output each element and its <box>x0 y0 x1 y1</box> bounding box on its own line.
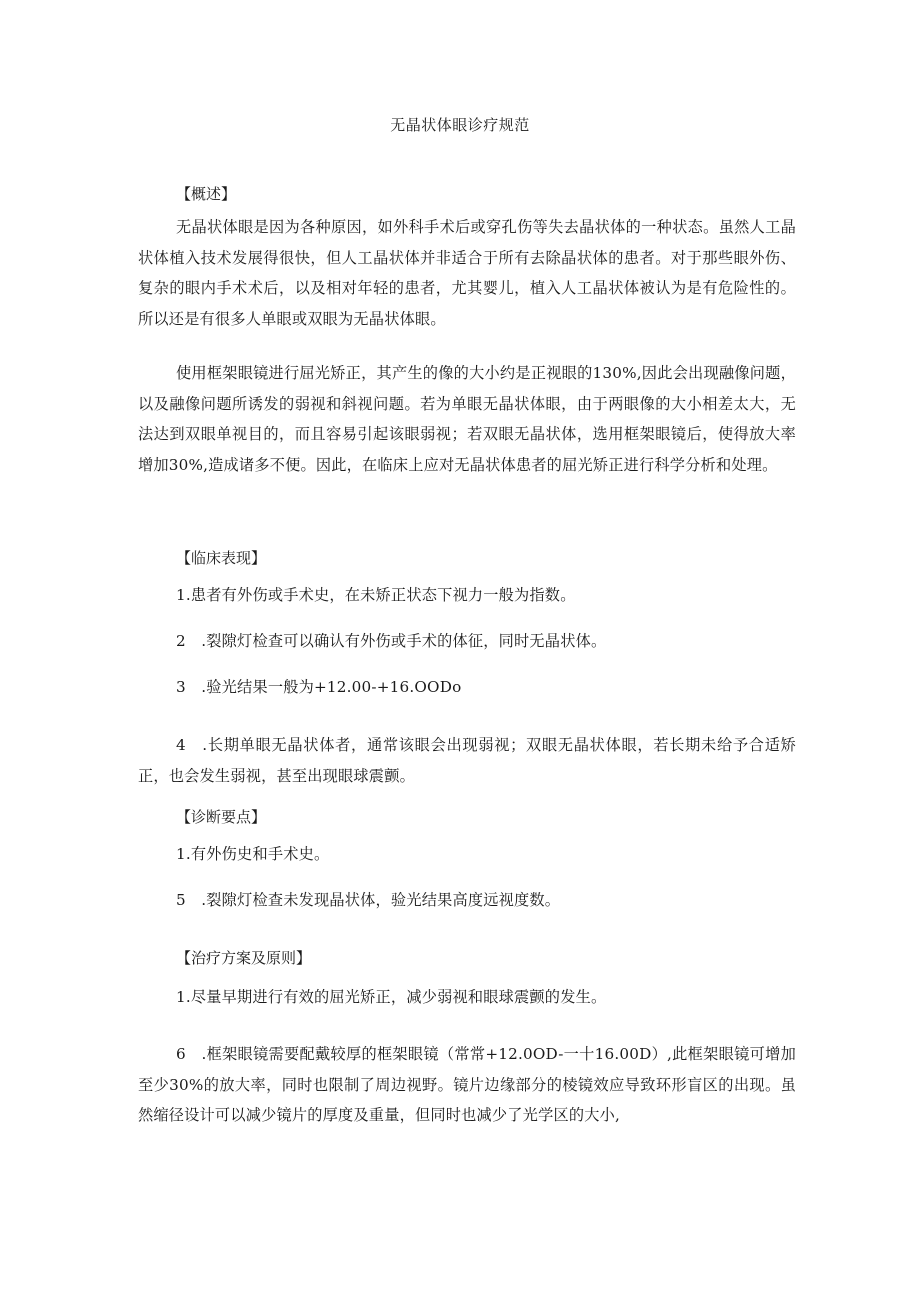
diagnosis-item-1: 1.有外伤史和手术史。 <box>176 845 330 863</box>
clinical-item-4: 4 .长期单眼无晶状体者，通常该眼会出现弱视；双眼无晶状体眼，若长期未给予合适矫正，也会发生弱视，甚至出现眼球震颤。 <box>138 736 796 785</box>
page-title: 无晶状体眼诊疗规范 <box>390 116 530 134</box>
clinical-item-3: 3 .验光结果一般为+12.00-+16.OODo <box>176 678 462 696</box>
overview-paragraph-2: 使用框架眼镜进行屈光矫正，其产生的像的大小约是正视眼的130%,因此会出现融像问题，以及融像问题所诱发的弱视和斜视问题。若为单眼无晶状体眼，由于两眼像的大小相差太大，无法达到双眼单视目的，而且容易引起该眼弱视；若双眼无晶状体，选用框架眼镜后，使得放大率增加30%,造成诸多不便。因此，在临床上应对无晶状体患者的屈光矫正进行科学分析和处理。 <box>138 364 796 474</box>
heading-diagnosis: 【诊断要点】 <box>176 808 267 826</box>
treatment-item-2: 6 .框架眼镜需要配戴较厚的框架眼镜（常常+12.0OD-一十16.00D）,此框架眼镜可增加至少30%的放大率，同时也限制了周边视野。镜片边缘部分的棱镜效应导致环形盲区的出现。虽然缩径设计可以减少镜片的厚度及重量，但同时也减少了光学区的大小, <box>138 1045 796 1124</box>
diagnosis-item-2: 5 .裂隙灯检查未发现晶状体，验光结果高度远视度数。 <box>176 891 561 909</box>
clinical-item-1: 1.患者有外伤或手术史，在未矫正状态下视力一般为指数。 <box>176 586 576 604</box>
heading-overview: 【概述】 <box>176 185 237 203</box>
heading-clinical: 【临床表现】 <box>176 549 267 567</box>
treatment-item-1: 1.尽量早期进行有效的屈光矫正，减少弱视和眼球震颤的发生。 <box>176 988 607 1006</box>
clinical-item-2: 2 .裂隙灯检查可以确认有外伤或手术的体征，同时无晶状体。 <box>176 632 607 650</box>
heading-treatment: 【治疗方案及原则】 <box>176 949 312 967</box>
overview-paragraph-1: 无晶状体眼是因为各种原因，如外科手术后或穿孔伤等失去晶状体的一种状态。虽然人工晶状体植入技术发展得很快，但人工晶状体并非适合于所有去除晶状体的患者。对于那些眼外伤、复杂的眼内手术术后，以及相对年轻的患者，尤其婴儿，植入人工晶状体被认为是有危险性的。所以还是有很多人单眼或双眼为无晶状体眼。 <box>138 218 796 328</box>
